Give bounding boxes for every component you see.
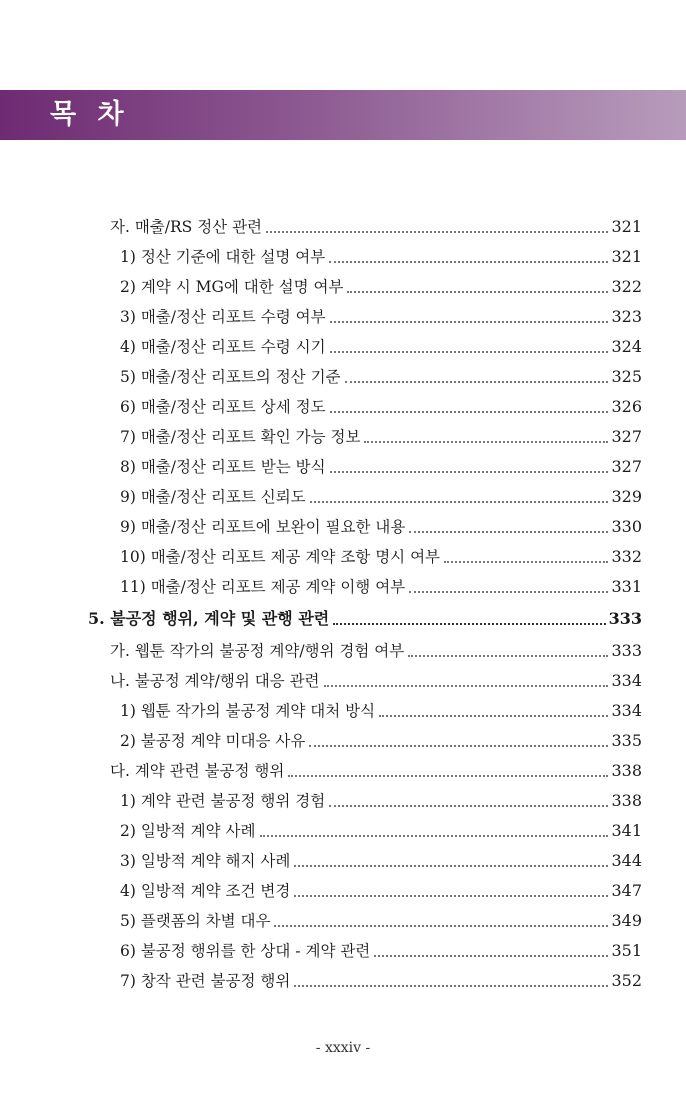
leader-dots	[310, 500, 609, 503]
toc-entry-page: 341	[611, 821, 642, 840]
leader-dots	[330, 350, 609, 353]
toc-entry-label: 2) 불공정 계약 미대응 사유	[120, 732, 306, 750]
toc-entry-label: 5) 플랫폼의 차별 대우	[120, 912, 271, 930]
toc-entry-page: 351	[611, 941, 642, 960]
leader-dots	[330, 320, 609, 323]
toc-entry-label: 7) 창작 관련 불공정 행위	[120, 972, 291, 990]
toc-entry-page: 338	[611, 791, 642, 810]
leader-dots	[347, 290, 608, 293]
toc-entry-label: 6) 불공정 행위를 한 상대 - 계약 관련	[120, 942, 371, 960]
leader-dots	[294, 864, 608, 867]
toc-entry-label: 4) 일방적 계약 조건 변경	[120, 882, 291, 900]
toc-entry[interactable]	[120, 842, 642, 872]
page-number-footer: - xxxiv -	[315, 1040, 371, 1056]
toc-entry-label: 9) 매출/정산 리포트에 보완이 필요한 내용	[120, 518, 406, 536]
leader-dots	[294, 894, 608, 897]
toc-entry-page: 352	[611, 971, 642, 990]
toc-entry-label: 3) 일방적 계약 해지 사례	[120, 852, 291, 870]
toc-entry-page: 333	[611, 641, 642, 660]
toc-entry-page: 331	[611, 577, 642, 596]
toc-entry-label: 다. 계약 관련 불공정 행위	[110, 762, 285, 780]
toc-header-banner	[0, 90, 686, 140]
toc-entry-label: 10) 매출/정산 리포트 제공 계약 조항 명시 여부	[120, 548, 441, 566]
toc-entry[interactable]	[120, 418, 642, 448]
toc-entry[interactable]	[120, 692, 642, 722]
toc-entry-label: 나. 불공정 계약/행위 대응 관련	[110, 672, 320, 690]
toc-entry[interactable]	[110, 662, 642, 692]
toc-entry[interactable]	[120, 238, 642, 268]
toc-entry-label: 7) 매출/정산 리포트 확인 가능 정보	[120, 428, 361, 446]
toc-entry-page: 327	[611, 427, 642, 446]
toc-entry[interactable]	[120, 932, 642, 962]
toc-entry-page: 330	[611, 517, 642, 536]
leader-dots	[266, 230, 608, 233]
toc-entry[interactable]	[110, 208, 642, 238]
leader-dots	[408, 654, 608, 657]
toc-entry-label: 4) 매출/정산 리포트 수령 시기	[120, 338, 326, 356]
leader-dots	[294, 984, 608, 987]
toc-entry[interactable]	[120, 478, 642, 508]
toc-entry[interactable]	[120, 722, 642, 752]
toc-entry-label: 3) 매출/정산 리포트 수령 여부	[120, 308, 326, 326]
leader-dots	[364, 440, 608, 443]
toc-entry[interactable]	[120, 328, 642, 358]
toc-entry[interactable]	[110, 632, 642, 662]
toc-entry-page: 338	[611, 761, 642, 780]
leader-dots	[288, 774, 608, 777]
toc-entry[interactable]	[120, 388, 642, 418]
leader-dots	[345, 380, 609, 383]
leader-dots	[329, 260, 608, 263]
toc-entry-page: 335	[611, 731, 642, 750]
toc-entry-label: 8) 매출/정산 리포트 받는 방식	[120, 458, 326, 476]
toc-entry-page: 322	[611, 277, 642, 296]
toc-entry-page: 332	[611, 547, 642, 566]
leader-dots	[324, 684, 609, 687]
toc-entry[interactable]	[120, 902, 642, 932]
toc-entry-page: 347	[611, 881, 642, 900]
toc-entry-label: 9) 매출/정산 리포트 신뢰도	[120, 488, 306, 506]
toc-entry[interactable]	[120, 538, 642, 568]
toc-entry-label: 1) 정산 기준에 대한 설명 여부	[120, 248, 326, 266]
leader-dots	[309, 744, 608, 747]
toc-entry-label: 11) 매출/정산 리포트 제공 계약 이행 여부	[120, 578, 406, 596]
toc-entry[interactable]	[120, 962, 642, 992]
leader-dots	[379, 714, 608, 717]
toc-entry-page: 334	[611, 671, 642, 690]
toc-entry-page: 349	[611, 911, 642, 930]
toc-entry-label: 5) 매출/정산 리포트의 정산 기준	[120, 368, 341, 386]
toc-entry[interactable]	[120, 568, 642, 598]
toc-entry[interactable]	[120, 872, 642, 902]
toc-entry[interactable]	[120, 448, 642, 478]
toc-entry[interactable]	[110, 752, 642, 782]
toc-section-entry[interactable]	[88, 600, 642, 630]
toc-entry-page: 321	[611, 217, 642, 236]
leader-dots	[409, 590, 608, 593]
toc-entry-label: 자. 매출/RS 정산 관련	[110, 218, 263, 236]
leader-dots	[329, 804, 608, 807]
leader-dots	[374, 954, 608, 957]
toc-entry[interactable]	[120, 298, 642, 328]
toc-entry[interactable]	[120, 782, 642, 812]
toc-entry-label: 1) 계약 관련 불공정 행위 경험	[120, 792, 326, 810]
leader-dots	[444, 560, 608, 563]
toc-entry-page: 321	[611, 247, 642, 266]
toc-entry-label: 1) 웹툰 작가의 불공정 계약 대처 방식	[120, 702, 376, 720]
toc-entry-label: 5. 불공정 행위, 계약 및 관행 관련	[88, 609, 330, 628]
toc-entry[interactable]	[120, 812, 642, 842]
page-title: 목 차	[50, 99, 130, 130]
toc-entry[interactable]	[120, 268, 642, 298]
toc-entry-label: 가. 웹툰 작가의 불공정 계약/행위 경험 여부	[110, 642, 405, 660]
leader-dots	[333, 622, 605, 625]
toc-entry-page: 323	[611, 307, 642, 326]
leader-dots	[274, 924, 608, 927]
toc-entry-label: 2) 일방적 계약 사례	[120, 822, 256, 840]
leader-dots	[409, 530, 608, 533]
toc-entry-label: 6) 매출/정산 리포트 상세 정도	[120, 398, 326, 416]
toc-entry[interactable]	[120, 358, 642, 388]
leader-dots	[260, 834, 609, 837]
toc-entry[interactable]	[120, 508, 642, 538]
leader-dots	[330, 410, 609, 413]
toc-entry-page: 333	[608, 609, 642, 628]
toc-entry-page: 344	[611, 851, 642, 870]
toc-entry-label: 2) 계약 시 MG에 대한 설명 여부	[120, 278, 344, 296]
toc-entry-page: 329	[611, 487, 642, 506]
toc-entry-page: 326	[611, 397, 642, 416]
toc-entry-page: 324	[611, 337, 642, 356]
toc-entry-page: 334	[611, 701, 642, 720]
leader-dots	[330, 470, 609, 473]
toc-entry-page: 325	[611, 367, 642, 386]
toc-entry-page: 327	[611, 457, 642, 476]
